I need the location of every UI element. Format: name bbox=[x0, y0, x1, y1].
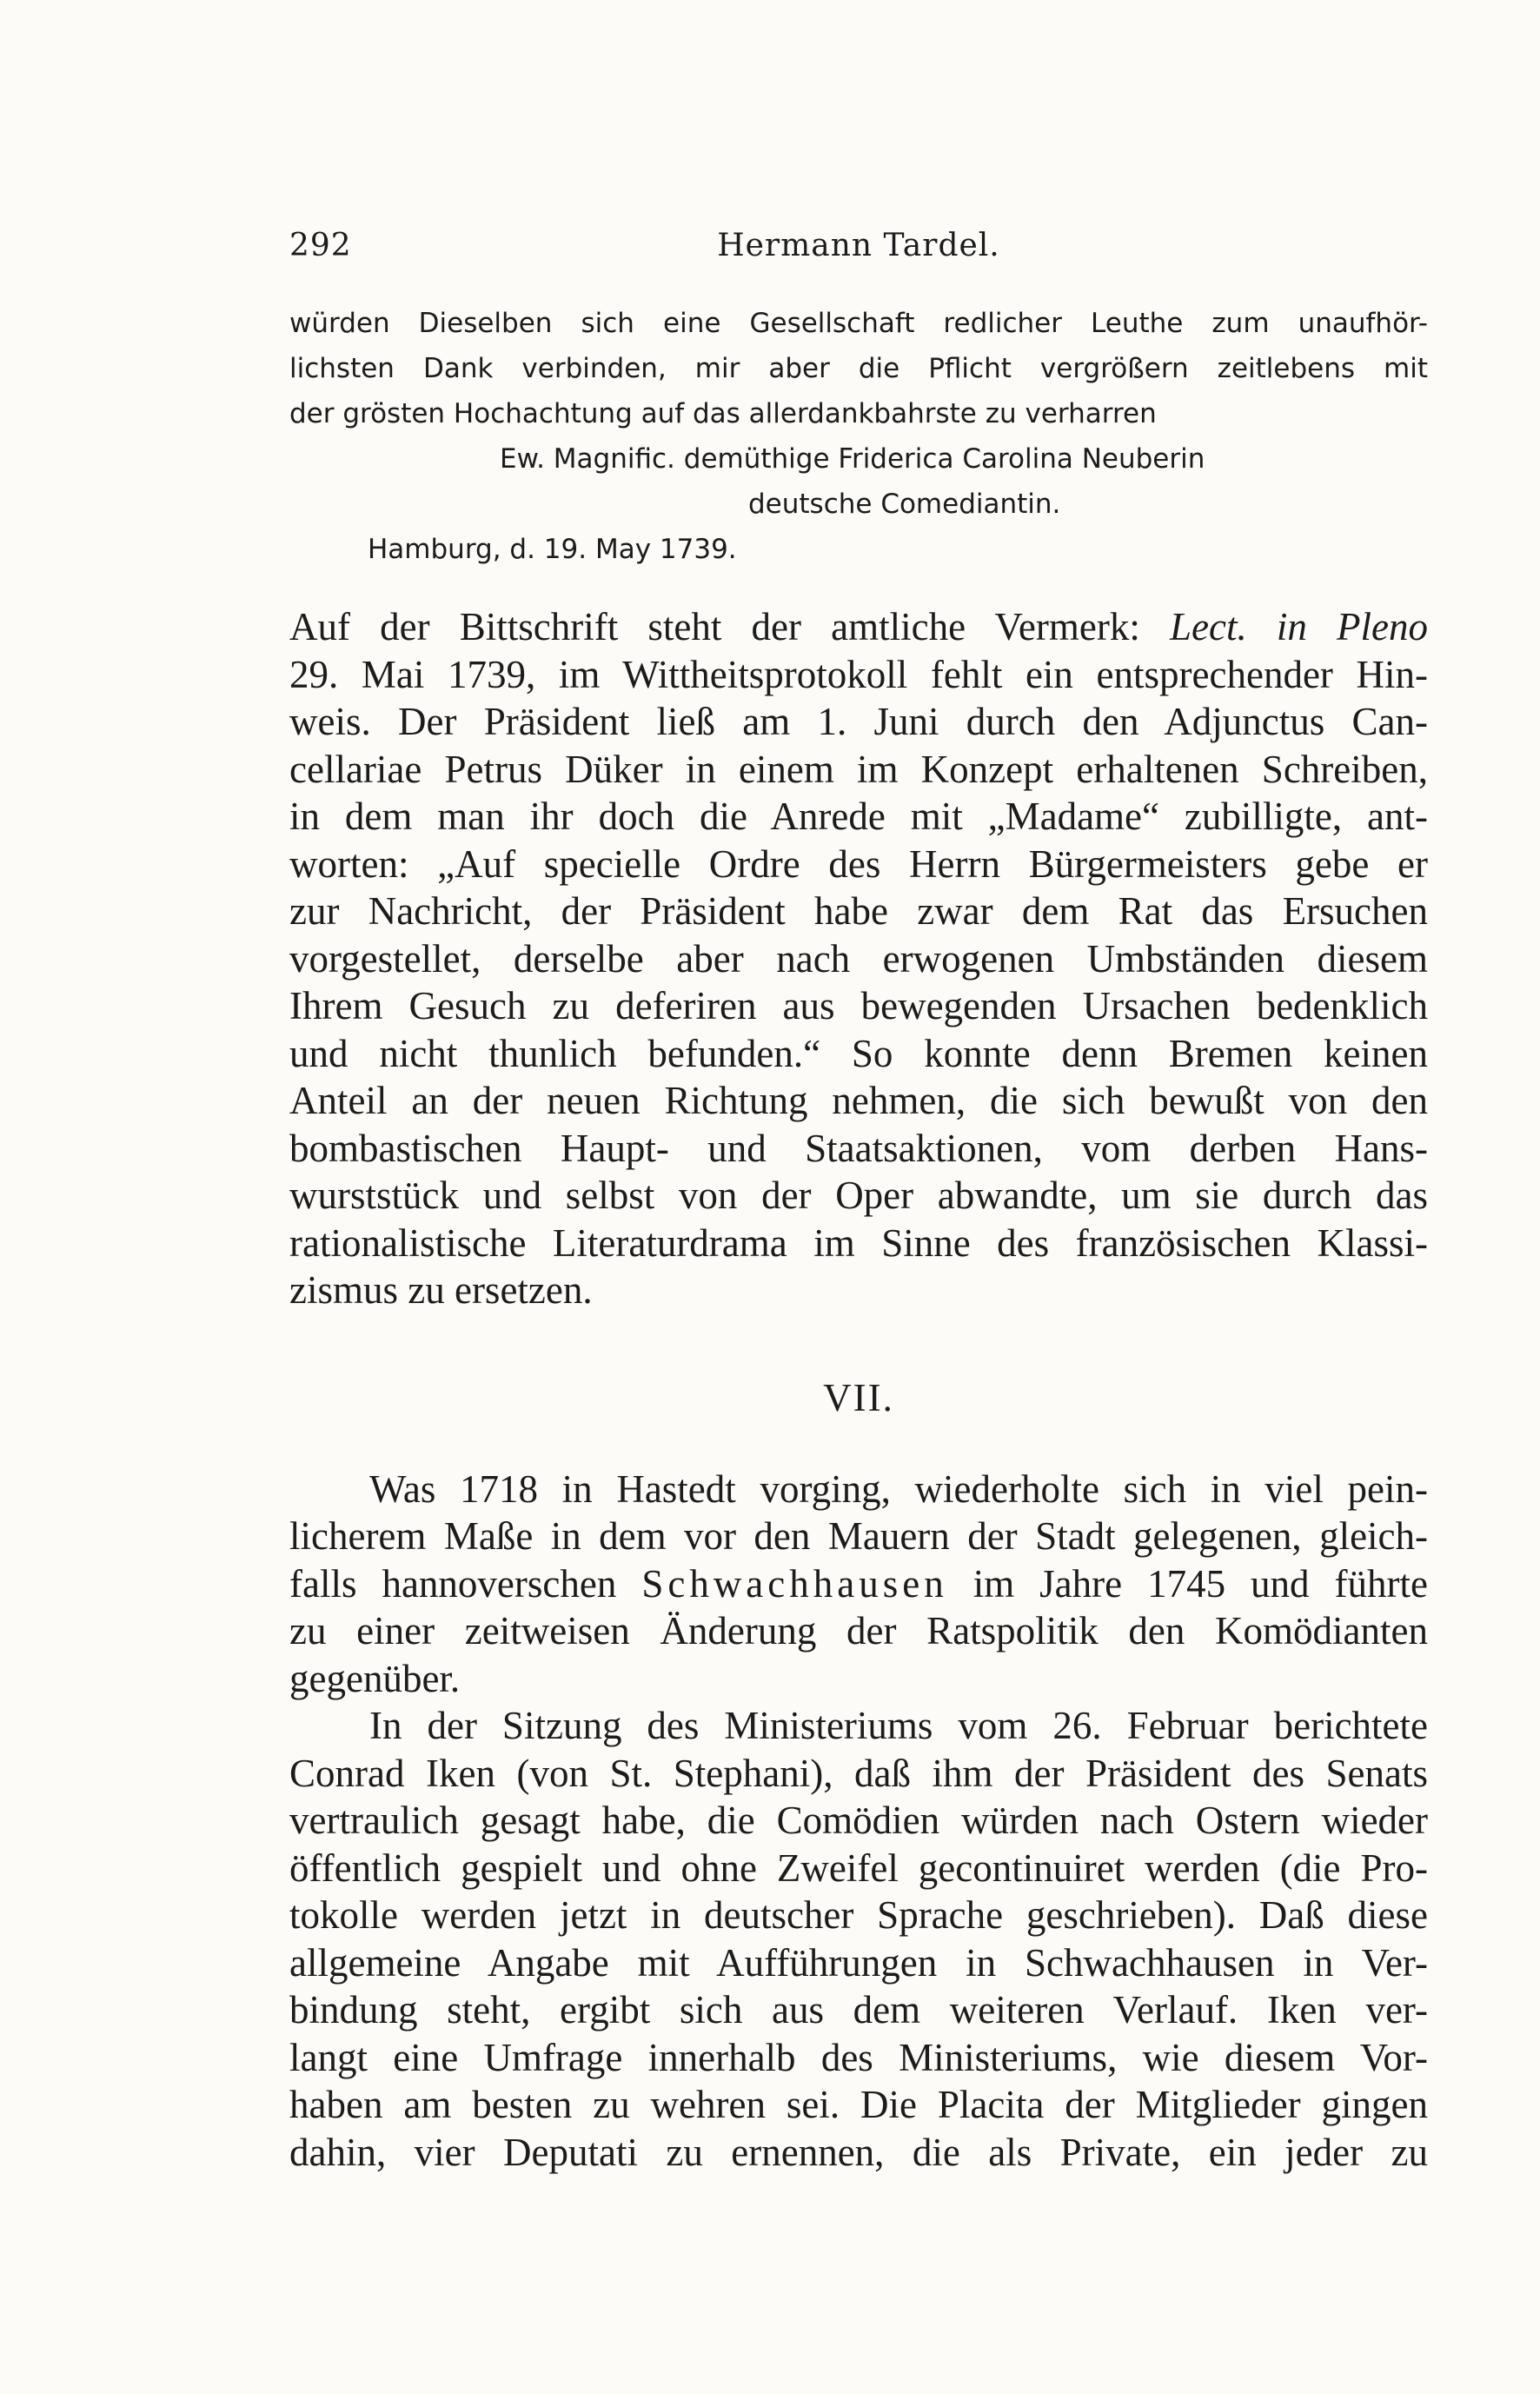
quoted-letter bbox=[289, 301, 1428, 572]
paragraph-line: öffentlich gespielt und ohne Zweifel gecontinuiret werden (die Pro- bbox=[289, 1845, 1428, 1890]
paragraph-line: 29. Mai 1739, im Wittheitsprotokoll fehlt ein entsprechender Hin- bbox=[289, 652, 1428, 696]
paragraph-line: In der Sitzung des Ministeriums vom 26. Februar berichtete bbox=[369, 1704, 1428, 1747]
paragraph-line: langt eine Umfrage innerhalb des Ministeriums, wie diesem Vor- bbox=[289, 2035, 1428, 2079]
italic-annotation: Lect. in Pleno bbox=[1170, 605, 1428, 648]
paragraph-3 bbox=[289, 1702, 1428, 2176]
paragraph-line: Ihrem Gesuch zu deferiren aus bewegenden Ursachen bedenklich bbox=[289, 984, 1428, 1027]
paragraph-line: wurststück und selbst von der Oper abwandte, um sie durch das bbox=[289, 1174, 1428, 1217]
paragraph-line: gegenüber. bbox=[289, 1656, 461, 1700]
paragraph-line bbox=[289, 603, 1428, 651]
paragraph-line: Was 1718 in Hastedt vorging, wiederholte sich in viel pein- bbox=[369, 1466, 1428, 1511]
paragraph-line: in dem man ihr doch die Anrede mit „Madame“ zubilligte, ant- bbox=[289, 795, 1428, 838]
paragraph-line: cellariae Petrus Düker in einem im Konzept erhaltenen Schreiben, bbox=[289, 747, 1428, 791]
page-number: 292 bbox=[289, 228, 352, 263]
letter-signature: Ew. Magnific. demüthige Friderica Carolina Neuberin bbox=[500, 443, 1205, 475]
paragraph-line: und nicht thunlich befunden.“ So konnte denn Bremen keinen bbox=[289, 1031, 1428, 1075]
paragraph-line: bindung steht, ergibt sich aus dem weiteren Verlauf. Iken ver- bbox=[289, 1988, 1428, 2032]
letter-place-date: Hamburg, d. 19. May 1739. bbox=[368, 534, 737, 565]
paragraph-line bbox=[289, 1560, 1428, 1608]
letter-line: der grösten Hochachtung auf das allerdankbahrste zu verharren bbox=[289, 398, 1157, 429]
letter-line: lichsten Dank verbinden, mir aber die Pflicht vergrößern zeitlebens mit bbox=[289, 353, 1428, 384]
paragraph-line: worten: „Auf specielle Ordre des Herrn Bürgermeisters gebe er bbox=[289, 841, 1428, 886]
paragraph-line: licherem Maße in dem vor den Mauern der Stadt gelegenen, gleich- bbox=[289, 1514, 1428, 1558]
page bbox=[289, 228, 1428, 2176]
paragraph-line: dahin, vier Deputati zu ernennen, die als Private, ein jeder zu bbox=[289, 2130, 1428, 2174]
paragraph-line: Conrad Iken (von St. Stephani), daß ihm der Präsident des Senats bbox=[289, 1751, 1428, 1795]
paragraph-1 bbox=[289, 603, 1428, 1314]
text-run: Auf der Bittschrift steht der amtliche Vermerk: bbox=[289, 605, 1170, 648]
paragraph-line: weis. Der Präsident ließ am 1. Juni durch den Adjunctus Can- bbox=[289, 700, 1428, 743]
paragraph-line: allgemeine Angabe mit Aufführungen in Schwachhausen in Ver- bbox=[289, 1940, 1428, 1985]
paragraph-line: bombastischen Haupt- und Staatsaktionen, vom derben Hans- bbox=[289, 1126, 1428, 1170]
text-run: im Jahre 1745 und führte bbox=[947, 1561, 1428, 1606]
paragraph-line: vertraulich gesagt habe, die Comödien würden nach Ostern wieder bbox=[289, 1799, 1428, 1842]
paragraph-2 bbox=[289, 1466, 1428, 1703]
section-heading: VII. bbox=[823, 1375, 894, 1420]
paragraph-line: haben am besten zu wehren sei. Die Placita der Mitglieder gingen bbox=[289, 2083, 1428, 2126]
letter-line: würden Dieselben sich eine Gesellschaft redlicher Leuthe zum unaufhör- bbox=[289, 308, 1428, 339]
paragraph-line: rationalistische Literaturdrama im Sinne des französischen Klassi- bbox=[289, 1220, 1428, 1265]
spaced-place-name: Schwachhausen bbox=[641, 1561, 948, 1606]
paragraph-line: zur Nachricht, der Präsident habe zwar dem Rat das Ersuchen bbox=[289, 889, 1428, 933]
page-header bbox=[289, 228, 1428, 263]
letter-signature-title: deutsche Comediantin. bbox=[748, 489, 1061, 520]
running-title: Hermann Tardel. bbox=[717, 228, 1000, 263]
paragraph-line: zu einer zeitweisen Änderung der Ratspolitik den Komödianten bbox=[289, 1609, 1428, 1653]
text-run: falls hannoverschen bbox=[289, 1561, 642, 1606]
paragraph-line: Anteil an der neuen Richtung nehmen, die sich bewußt von den bbox=[289, 1079, 1428, 1122]
paragraph-line: zismus zu ersetzen. bbox=[289, 1268, 593, 1312]
paragraph-line: tokolle werden jetzt in deutscher Sprache geschrieben). Daß diese bbox=[289, 1893, 1428, 1937]
paragraph-line: vorgestellet, derselbe aber nach erwogenen Umbständen diesem bbox=[289, 936, 1428, 981]
